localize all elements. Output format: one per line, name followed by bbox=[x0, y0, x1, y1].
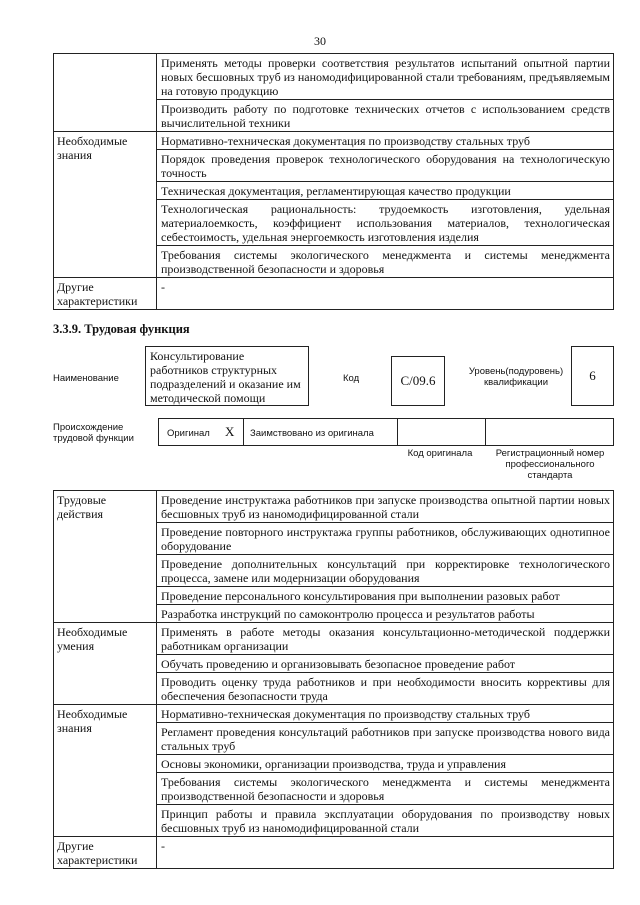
page-number: 30 bbox=[314, 34, 326, 48]
requirement-cell: Порядок проведения проверок технологического оборудования на технологическую точность bbox=[157, 150, 614, 182]
requirement-cell: Проведение дополнительных консультаций при корректировке технологического процесса, замене или модернизации оборудования bbox=[157, 555, 614, 587]
qualification-level: 6 bbox=[589, 368, 596, 383]
requirement-cell: Требования системы экологического менеджмента и системы менеджмента производственной безопасности и здоровья bbox=[157, 246, 614, 278]
category-cell: Необходимые знания bbox=[54, 705, 157, 837]
table-row bbox=[54, 132, 614, 150]
requirement-cell: Технологическая рациональность: трудоемкость изготовления, удельная материалоемкость, коэффициент использования материалов, технологическая себестоимость, удельная энергоемкость изготовления изделия bbox=[157, 200, 614, 246]
table-row bbox=[54, 705, 614, 723]
category-cell: Другие характеристики bbox=[54, 837, 157, 869]
divider bbox=[397, 419, 398, 445]
function-code-box bbox=[391, 356, 445, 406]
function-name-box bbox=[145, 346, 309, 406]
requirement-cell: Нормативно-техническая документация по производству стальных труб bbox=[157, 132, 614, 150]
requirement-cell: Производить работу по подготовке технических отчетов с использованием средств вычислительной техники bbox=[157, 100, 614, 132]
registration-number-label: Регистрационный номер профессионального стандарта bbox=[495, 448, 605, 481]
requirement-cell: Проведение повторного инструктажа группы работников, обслуживающих однотипное оборудование bbox=[157, 523, 614, 555]
requirement-cell: - bbox=[157, 837, 614, 869]
competency-table-bottom bbox=[53, 490, 614, 869]
requirement-cell: Принцип работы и правила эксплуатации оборудования по производству новых бесшовных труб из наномодифицированной стали bbox=[157, 805, 614, 837]
requirement-cell: Проводить оценку труда работников и при необходимости вносить коррективы для обеспечения безопасности труда bbox=[157, 673, 614, 705]
table-row bbox=[54, 623, 614, 655]
section-title: 3.3.9. Трудовая функция bbox=[53, 322, 190, 336]
origin-label: Происхождение трудовой функции bbox=[53, 422, 134, 444]
requirement-cell: Проведение персонального консультирования при выполнении разовых работ bbox=[157, 587, 614, 605]
competency-table-top bbox=[53, 53, 614, 310]
table-row bbox=[54, 54, 614, 100]
level-label: Уровень(подуровень) квалификации bbox=[468, 366, 564, 388]
category-cell: Необходимые знания bbox=[54, 132, 157, 278]
function-name: Консультирование работников структурных подразделений и оказание им методической помощи bbox=[150, 349, 301, 405]
requirement-cell: Разработка инструкций по самоконтролю процесса и результатов работы bbox=[157, 605, 614, 623]
requirement-cell: Обучать проведению и организовывать безопасное проведение работ bbox=[157, 655, 614, 673]
requirement-cell: Регламент проведения консультаций работников при запуске производства нового вида стальных труб bbox=[157, 723, 614, 755]
requirement-cell: - bbox=[157, 278, 614, 310]
code-label: Код bbox=[343, 373, 360, 384]
table-row bbox=[54, 278, 614, 310]
original-mark: X bbox=[225, 424, 235, 439]
requirement-cell: Основы экономики, организации производства, труда и управления bbox=[157, 755, 614, 773]
requirement-cell: Техническая документация, регламентирующая качество продукции bbox=[157, 182, 614, 200]
function-code: C/09.6 bbox=[400, 373, 436, 388]
table-row bbox=[54, 837, 614, 869]
divider bbox=[243, 419, 244, 445]
requirement-cell: Требования системы экологического менеджмента и системы менеджмента производственной безопасности и здоровья bbox=[157, 773, 614, 805]
name-label: Наименование bbox=[53, 373, 119, 384]
requirement-cell: Применять в работе методы оказания консультационно-методической поддержки работникам организации bbox=[157, 623, 614, 655]
table-row bbox=[54, 491, 614, 523]
category-cell: Необходимые умения bbox=[54, 623, 157, 705]
category-cell: Трудовые действия bbox=[54, 491, 157, 623]
requirement-cell: Нормативно-техническая документация по производству стальных труб bbox=[157, 705, 614, 723]
category-cell bbox=[54, 54, 157, 132]
requirement-cell: Проведение инструктажа работников при запуске производства опытной партии новых бесшовных труб из наномодифицированной стали bbox=[157, 491, 614, 523]
borrowed-label: Заимствовано из оригинала bbox=[250, 428, 374, 439]
divider bbox=[485, 419, 486, 445]
category-cell: Другие характеристики bbox=[54, 278, 157, 310]
original-label: Оригинал bbox=[167, 428, 210, 439]
requirement-cell: Применять методы проверки соответствия результатов испытаний опытной партии новых бесшовных труб из наномодифицированной стали требованиям, предъявляемым на готовую продукцию bbox=[157, 54, 614, 100]
qualification-level-box bbox=[571, 346, 614, 406]
origin-row bbox=[158, 418, 614, 446]
origin-code-label: Код оригинала bbox=[407, 448, 473, 459]
